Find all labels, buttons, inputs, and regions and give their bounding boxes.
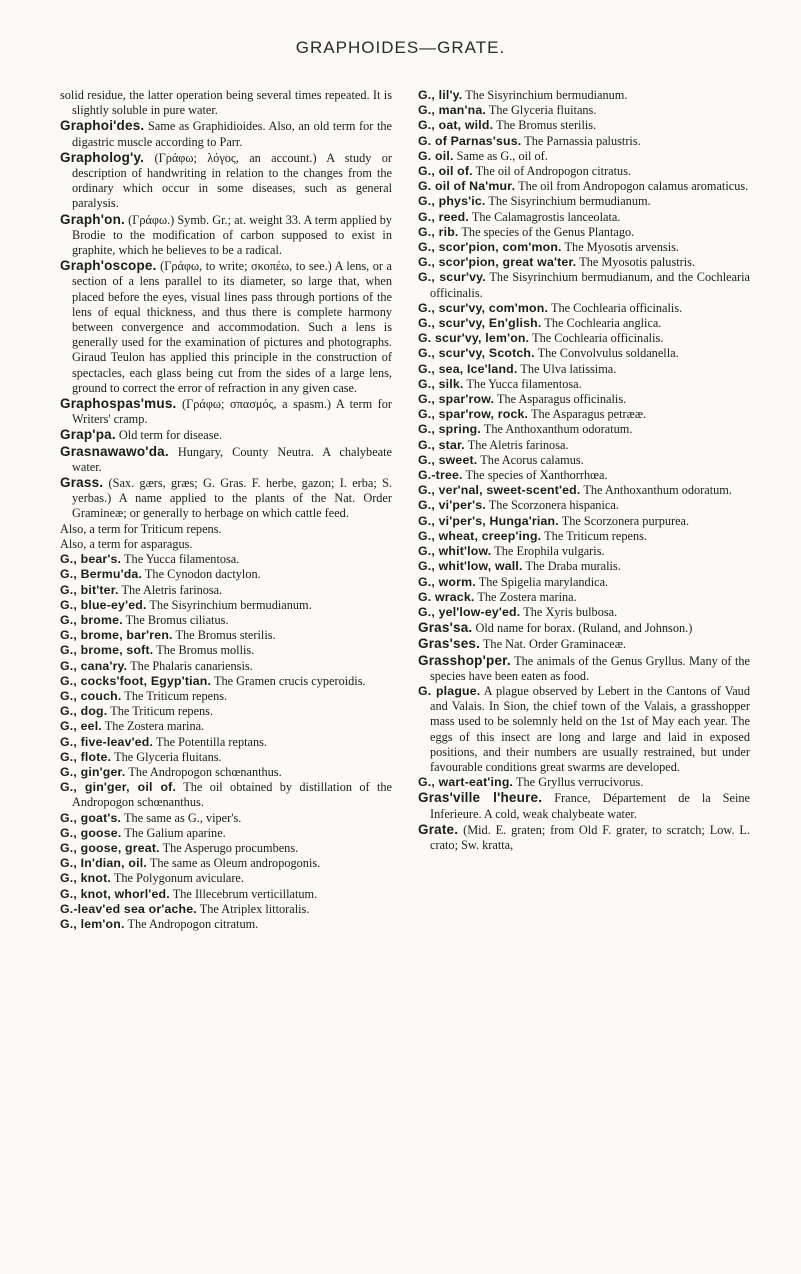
entry-headword: Graphospas'mus. [60, 396, 177, 412]
entry-definition: The Anthoxanthum odoratum. [483, 422, 633, 437]
entry-headword: G., vi'per's. [418, 498, 486, 513]
sub-entry [418, 88, 750, 103]
entry-definition: The Triticum repens. [124, 688, 228, 703]
entry-headword: G., cana'ry. [60, 658, 128, 673]
entry-definition: The Asperugo procumbens. [162, 840, 299, 855]
entry-definition: The Sisyrinchium bermudianum. [465, 88, 628, 102]
entry-definition: The Asparagus officinalis. [497, 392, 627, 407]
sub-entry [60, 704, 392, 719]
sub-entry [418, 483, 750, 498]
entry-headword: G., eel. [60, 719, 102, 734]
entry-definition: solid residue, the latter operation being several times repeated. It is slightly soluble in pure water. [60, 88, 392, 118]
entry-definition: France, Département de la Seine Inferieure. A cold, weak chalybeate water. [430, 791, 750, 821]
entry-definition: The oil of Andropogon citratus. [475, 164, 632, 179]
dictionary-entry [418, 653, 750, 684]
entry-headword: G. plague. [418, 683, 481, 698]
entry-headword: G., gin'ger. [60, 764, 126, 779]
sub-entry [418, 544, 750, 559]
entry-headword: G. wrack. [418, 589, 475, 604]
entry-definition: The species of the Genus Plantago. [461, 224, 635, 239]
entry-definition: The Aletris farinosa. [467, 437, 569, 452]
sub-entry [418, 118, 750, 133]
sub-entry [418, 240, 750, 255]
entry-headword: G., rib. [418, 224, 459, 239]
sub-entry [60, 841, 392, 856]
entry-headword: G., vi'per's, Hunga'rian. [418, 513, 559, 528]
entry-headword: Gras'ses. [418, 636, 481, 652]
sub-entry [418, 468, 750, 483]
entry-definition: The Bromus mollis. [156, 643, 255, 658]
dictionary-entry [418, 790, 750, 821]
entry-definition: The Andropogon schœnanthus. [128, 764, 282, 779]
entry-definition: The species of Xanthorrhœa. [465, 468, 608, 483]
entry-definition: Hungary, County Neutra. A chalybeate water. [72, 444, 392, 474]
dictionary-entry [418, 636, 750, 652]
entry-headword: G., scur'vy, com'mon. [418, 300, 549, 315]
sub-entry [418, 438, 750, 453]
entry-definition: The Erophila vulgaris. [494, 544, 605, 559]
entry-headword: G., man'na. [418, 103, 486, 118]
sub-entry [418, 684, 750, 775]
sub-entry [60, 826, 392, 841]
entry-definition: The Illecebrum verticillatum. [172, 886, 318, 901]
entry-definition: The Sisyrinchium bermudianum, and the Cochlearia officinalis. [430, 270, 751, 300]
entry-headword: Graph'on. [60, 211, 126, 227]
sub-entry [60, 567, 392, 582]
entry-headword: G., scor'pion, com'mon. [418, 240, 562, 255]
sub-entry [60, 917, 392, 932]
sub-entry [418, 559, 750, 574]
entry-definition: The Gramen crucis cyperoidis. [213, 673, 366, 688]
entry-definition: The Triticum repens. [544, 528, 647, 543]
entry-definition: The Xyris bulbosa. [523, 604, 618, 619]
entry-definition: The Calamagrostis lanceolata. [471, 209, 621, 224]
sub-entry [60, 750, 392, 765]
entry-definition: (Mid. E. graten; from Old F. grater, to scratch; Low. L. crato; Sw. kratta, [430, 822, 751, 852]
sub-entry [418, 362, 750, 377]
sub-entry [60, 887, 392, 902]
entry-definition: Same as Graphidioides. Also, an old term for the digastric muscle according to Parr. [72, 119, 392, 149]
sub-entry [418, 453, 750, 468]
entry-definition: (Γράφω; λόγος, an account.) A study or description of handwriting in relation to the changes from the ordinary which occur in some diseases, such as general paralysis. [72, 150, 393, 211]
entry-definition: The Myosotis arvensis. [564, 240, 679, 255]
sub-entry [418, 164, 750, 179]
sub-entry [418, 514, 750, 529]
entry-headword: G. oil. [418, 148, 454, 163]
entry-headword: G., lil'y. [418, 88, 463, 102]
sub-entry [418, 103, 750, 118]
entry-headword: G., lem'on. [60, 916, 125, 931]
sub-entry [418, 331, 750, 346]
dictionary-entry [418, 620, 750, 636]
sub-entry [60, 643, 392, 658]
entry-headword: G.-tree. [418, 468, 463, 483]
entry-definition: The Ulva latissima. [520, 361, 617, 376]
sub-entry [418, 498, 750, 513]
entry-headword: G., scur'vy. [418, 270, 486, 285]
entry-definition: The Cochlearia officinalis. [532, 331, 664, 346]
entry-definition: Old name for borax. (Ruland, and Johnson.) [475, 621, 693, 636]
entry-headword: Grate. [418, 821, 459, 837]
dictionary-entry [60, 444, 392, 475]
sub-entry [60, 719, 392, 734]
entry-headword: G., goose. [60, 825, 122, 840]
entry-definition: The Anthoxanthum odoratum. [583, 483, 732, 498]
entry-definition: The Atriplex littoralis. [199, 901, 310, 916]
entry-headword: G., Bermu'da. [60, 567, 143, 582]
entry-definition: The Galium aparine. [124, 825, 226, 840]
sub-entry [418, 149, 750, 164]
entry-definition: The Glyceria fluitans. [114, 749, 222, 764]
entry-headword: G., scur'vy, En'glish. [418, 316, 542, 331]
entry-headword: Graphoi'des. [60, 118, 145, 134]
entry-definition: A plague observed by Lebert in the Cantons of Vaud and Valais. In Sion, the chief town of the Valais, a grasshopper mass used to be solemnly held on the 1st of May each year. The eggs of this insect are long and large and laid in exposed positions, and their numbers are usually restrained, but under favourable conditions great swarms are developed. [430, 683, 750, 774]
entry-headword: G., scur'vy, Scotch. [418, 346, 535, 361]
entry-definition: (Γράφω.) Symb. Gr.; at. weight 33. A term applied by Brodie to the modification of carbon supposed to exist in graphite, which he believes to be a radical. [72, 212, 392, 258]
entry-headword: G. scur'vy, lem'on. [418, 331, 530, 346]
entry-headword: Gras'ville l'heure. [418, 790, 543, 806]
sub-entry [418, 575, 750, 590]
entry-headword: G. of Parnas'sus. [418, 133, 522, 148]
entry-definition: The Draba muralis. [525, 559, 621, 574]
entry-headword: G., five-leav'ed. [60, 734, 154, 749]
entry-definition: The Zostera marina. [477, 589, 577, 604]
entry-definition: The Acorus calamus. [480, 452, 584, 467]
entry-headword: Grasnawawo'da. [60, 443, 169, 459]
sub-entry [60, 598, 392, 613]
sub-entry [418, 270, 750, 300]
sub-entry [418, 316, 750, 331]
entry-definition: The Asparagus petrææ. [531, 407, 647, 422]
sub-entry [60, 780, 392, 810]
entry-headword: G., dog. [60, 704, 108, 719]
entry-headword: G., couch. [60, 688, 122, 703]
entry-definition: The Nat. Order Graminaceæ. [482, 637, 626, 652]
sub-entry [418, 134, 750, 149]
entry-definition: The Sisyrinchium bermudianum. [149, 597, 312, 612]
entry-headword: G., knot, whorl'ed. [60, 886, 170, 901]
entry-headword: G., whit'low, wall. [418, 559, 523, 574]
entry-headword: G., flote. [60, 749, 112, 764]
entry-definition: The Myosotis palustris. [579, 255, 696, 270]
sub-entry [418, 377, 750, 392]
dictionary-entry [60, 522, 392, 537]
entry-definition: The Polygonum aviculare. [113, 871, 244, 886]
entry-definition: The Cynodon dactylon. [144, 567, 261, 582]
entry-headword: G., oil of. [418, 164, 473, 179]
entry-definition: The Bromus sterilis. [175, 628, 276, 643]
entry-headword: G., gin'ger, oil of. [60, 780, 177, 795]
sub-entry [60, 552, 392, 567]
dictionary-entry [418, 822, 750, 853]
sub-entry [60, 674, 392, 689]
dictionary-entry [60, 427, 392, 443]
entry-definition: The Yucca filamentosa. [124, 552, 240, 567]
entry-definition: The Triticum repens. [110, 704, 214, 719]
entry-definition: (Γράφω, to write; σκοπέω, to see.) A lens, or a section of a lens parallel to its diameter, so large that, when placed before the eyes, visual lines pass through portions of the lens of equal thickness, and thus there is complete harmony between convergence and accommodation. Such a lens is generally used for the examination of pictures and photographs. Giraud Teulon has applied this principle in the construction of spectacles, each glass being cut from the sides of a large lens, ground to correct the error of refraction in any given case. [72, 259, 392, 395]
entry-definition: The Convolvulus soldanella. [537, 346, 679, 361]
right-column [418, 88, 750, 853]
dictionary-entry [60, 475, 392, 522]
entry-headword: G., wheat, creep'ing. [418, 528, 542, 543]
entry-headword: G., wart-eat'ing. [418, 775, 514, 790]
entry-headword: G., In'dian, oil. [60, 856, 147, 871]
entry-headword: G., brome, soft. [60, 643, 154, 658]
entry-definition: Old term for disease. [118, 428, 223, 443]
entry-headword: G., phys'ic. [418, 194, 486, 209]
sub-entry [418, 255, 750, 270]
entry-headword: G., reed. [418, 209, 470, 224]
sub-entry [60, 871, 392, 886]
entry-definition: Also, a term for Triticum repens. [60, 521, 222, 536]
dictionary-entry [60, 258, 392, 396]
entry-definition: The Potentilla reptans. [155, 734, 267, 749]
entry-headword: Grap'pa. [60, 427, 116, 443]
entry-definition: The Phalaris canariensis. [130, 658, 253, 673]
entry-definition: The Spigelia marylandica. [478, 574, 609, 589]
sub-entry [60, 583, 392, 598]
sub-entry [418, 225, 750, 240]
sub-entry [60, 902, 392, 917]
entry-headword: G., brome, bar'ren. [60, 628, 173, 643]
entry-headword: G., bit'ter. [60, 582, 119, 597]
entry-headword: G. oil of Na'mur. [418, 179, 516, 194]
dictionary-entry [60, 150, 392, 212]
entry-headword: Grapholog'y. [60, 149, 145, 165]
entry-headword: Grasshop'per. [418, 652, 511, 668]
entry-headword: G., ver'nal, sweet-scent'ed. [418, 483, 581, 498]
dictionary-entry [60, 88, 392, 118]
sub-entry [418, 392, 750, 407]
entry-definition: The Yucca filamentosa. [466, 376, 582, 391]
entry-definition: The same as Oleum andropogonis. [149, 856, 321, 871]
entry-headword: G., silk. [418, 376, 464, 391]
entry-headword: G., star. [418, 437, 465, 452]
sub-entry [418, 422, 750, 437]
entry-definition: The Gryllus verrucivorus. [516, 775, 644, 790]
sub-entry [418, 301, 750, 316]
sub-entry [418, 605, 750, 620]
entry-headword: G., sweet. [418, 452, 478, 467]
sub-entry [60, 689, 392, 704]
sub-entry [418, 407, 750, 422]
running-head: GRAPHOIDES—GRATE. [295, 38, 506, 57]
entry-headword: G., bear's. [60, 552, 122, 567]
entry-definition: The Andropogon citratum. [127, 916, 259, 931]
entry-definition: (Γράφω; σπασμός, a spasm.) A term for Writers' cramp. [72, 397, 393, 427]
entry-headword: G., worm. [418, 574, 476, 589]
left-column [60, 88, 392, 932]
entry-headword: G., whit'low. [418, 544, 492, 559]
sub-entry [60, 856, 392, 871]
entry-definition: The Bromus sterilis. [496, 118, 597, 133]
entry-definition: The Scorzonera hispanica. [488, 498, 619, 513]
entry-definition: The Scorzonera purpurea. [561, 513, 690, 528]
entry-headword: G., spar'row. [418, 392, 495, 407]
entry-headword: G., scor'pion, great wa'ter. [418, 255, 577, 270]
sub-entry [418, 346, 750, 361]
entry-definition: The Glyceria fluitans. [488, 103, 597, 118]
entry-definition: The Cochlearia anglica. [544, 316, 662, 331]
dictionary-entry [60, 118, 392, 149]
entry-headword: Grass. [60, 475, 104, 491]
sub-entry [60, 735, 392, 750]
entry-definition: Same as G., oil of. [456, 148, 548, 163]
entry-definition: The Parnassia palustris. [524, 133, 641, 148]
sub-entry [60, 811, 392, 826]
dictionary-entry [60, 537, 392, 552]
entry-definition: The Cochlearia officinalis. [550, 300, 683, 315]
sub-entry [418, 210, 750, 225]
entry-headword: G., yel'low-ey'ed. [418, 604, 521, 619]
entry-headword: G., knot. [60, 871, 111, 886]
dictionary-entry [60, 212, 392, 259]
entry-definition: The Bromus ciliatus. [125, 612, 229, 627]
sub-entry [418, 590, 750, 605]
entry-definition: Also, a term for asparagus. [60, 536, 193, 551]
entry-definition: The oil obtained by distillation of the Andropogon schœnanthus. [72, 780, 392, 810]
sub-entry [60, 765, 392, 780]
sub-entry [418, 775, 750, 790]
entry-headword: G., goat's. [60, 810, 122, 825]
entry-definition: (Sax. gærs, græs; G. Gras. F. herbe, gazon; I. erba; S. yerbas.) A name applied to the plants of the Nat. Order Gramineæ; or generally to herbage on which cattle feed. [72, 476, 392, 521]
entry-headword: G.-leav'ed sea or'ache. [60, 901, 197, 916]
entry-definition: The Sisyrinchium bermudianum. [488, 194, 651, 209]
entry-definition: The same as G., viper's. [124, 810, 242, 825]
sub-entry [418, 194, 750, 209]
sub-entry [418, 529, 750, 544]
dictionary-entry [60, 396, 392, 427]
entry-headword: G., oat, wild. [418, 118, 494, 133]
entry-definition: The animals of the Genus Gryllus. Many of the species have been eaten as food. [430, 653, 750, 683]
sub-entry [60, 659, 392, 674]
entry-headword: G., sea, Ice'land. [418, 361, 518, 376]
entry-headword: G., spring. [418, 422, 482, 437]
entry-headword: G., blue-ey'ed. [60, 597, 147, 612]
sub-entry [60, 628, 392, 643]
entry-definition: The Zostera marina. [104, 719, 205, 734]
entry-headword: G., brome. [60, 612, 123, 627]
entry-headword: G., goose, great. [60, 840, 160, 855]
entry-headword: G., spar'row, rock. [418, 407, 529, 422]
sub-entry [60, 613, 392, 628]
entry-definition: The oil from Andropogon calamus aromaticus. [518, 179, 749, 194]
entry-headword: Graph'oscope. [60, 258, 157, 274]
entry-headword: Gras'sa. [418, 620, 473, 636]
entry-headword: G., cocks'foot, Egyp'tian. [60, 673, 212, 688]
sub-entry [418, 179, 750, 194]
entry-definition: The Aletris farinosa. [121, 582, 223, 597]
